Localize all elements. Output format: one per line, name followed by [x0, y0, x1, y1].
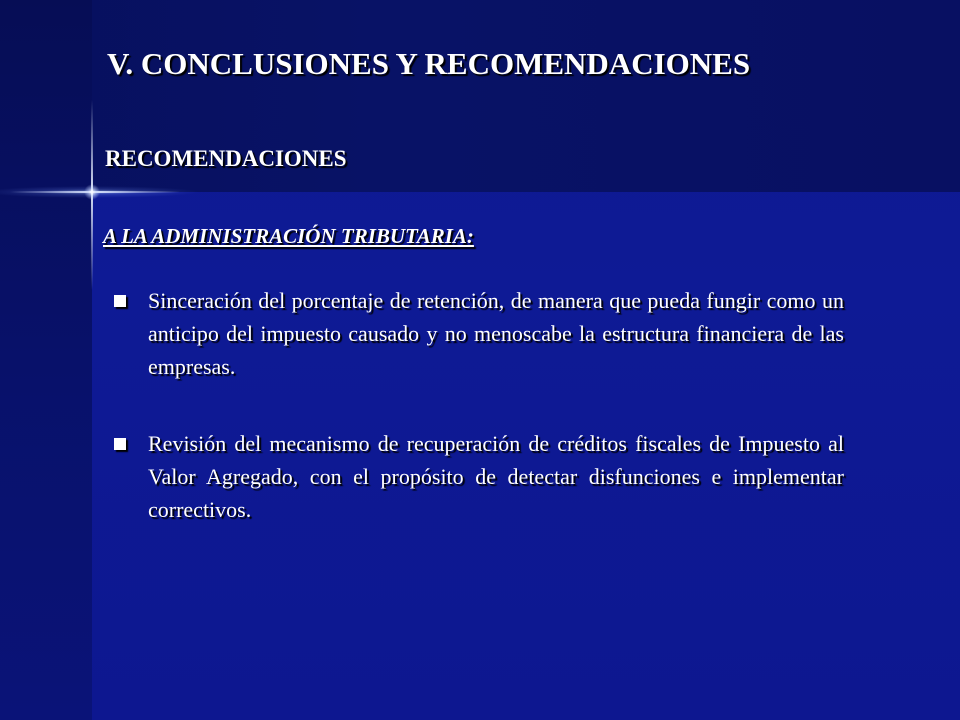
bullet-list	[108, 284, 844, 526]
bullet-item	[108, 284, 844, 383]
light-flare-star	[84, 184, 100, 200]
bullet-item	[108, 427, 844, 526]
bullet-text: Revisión del mecanismo de recuperación de créditos fiscales de Impuesto al Valor Agregado, con el propósito de detectar disfunciones e implementar correctivos.	[148, 431, 844, 522]
bullet-text: Sinceración del porcentaje de retención, de manera que pueda fungir como un anticipo del impuesto causado y no menoscabe la estructura financiera de las empresas.	[148, 288, 844, 379]
left-band	[0, 0, 92, 720]
square-bullet-icon	[114, 438, 126, 450]
square-bullet-icon	[114, 295, 126, 307]
slide-title: V. CONCLUSIONES Y RECOMENDACIONES	[107, 46, 751, 81]
section-heading: A LA ADMINISTRACIÓN TRIBUTARIA:	[103, 224, 474, 248]
slide-subtitle: RECOMENDACIONES	[105, 146, 347, 171]
